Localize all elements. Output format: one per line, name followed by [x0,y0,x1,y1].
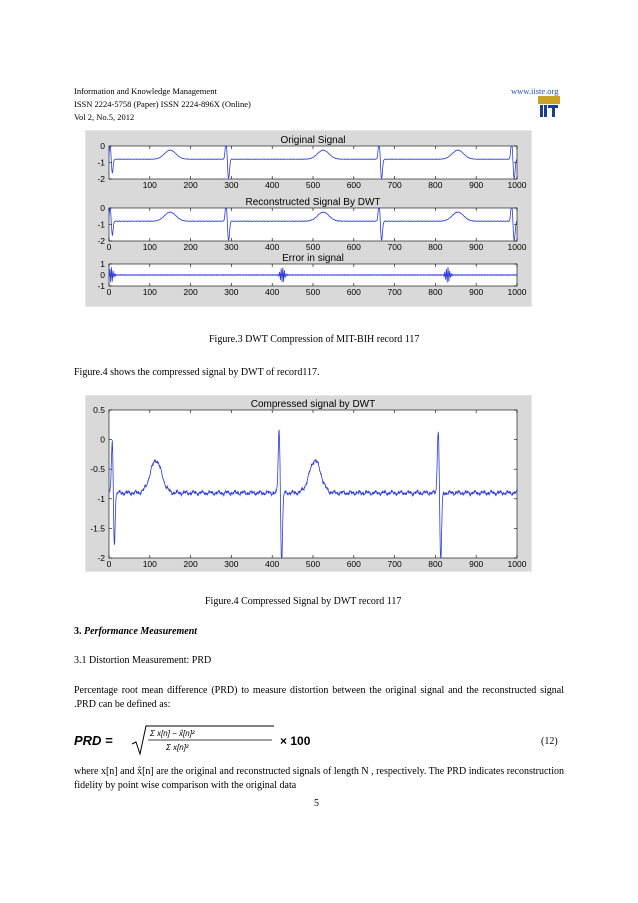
figure3-panel [85,130,532,307]
x-tick-label: 400 [265,180,280,190]
x-tick-label: 200 [183,180,198,190]
x-tick-label: 300 [224,180,239,190]
x-tick-label: 500 [305,287,321,297]
x-tick-label: 500 [305,559,321,569]
x-tick-label: 800 [428,180,443,190]
x-tick-label: 700 [387,180,402,190]
x-tick-label: 500 [305,242,321,252]
chart-title: Error in signal [282,253,344,264]
equation-multiplier: × 100 [280,734,311,748]
x-tick-label: 100 [142,287,157,297]
y-tick-label: -2 [97,236,105,246]
x-tick-label: 1000 [507,242,527,252]
plot-area [109,410,517,558]
y-tick-label: 0.5 [93,405,105,415]
x-tick-label: 200 [183,242,198,252]
section-title: Performance Measurement [84,626,198,637]
x-tick-label: 700 [387,287,402,297]
issn-line: ISSN 2224-5758 (Paper) ISSN 2224-896X (Online) [74,99,251,109]
x-tick-label: 600 [346,242,361,252]
x-tick-label: 300 [224,559,239,569]
x-tick-label: 500 [305,180,321,190]
equation-numerator: Σ x[n] − x̂[n]² [150,729,195,738]
journal-name: Information and Knowledge Management [74,86,217,96]
y-tick-label: 1 [100,259,105,269]
x-tick-label: 600 [346,180,361,190]
chart-title: Reconstructed Signal By DWT [245,197,381,208]
y-tick-label: -0.5 [90,464,105,475]
y-tick-label: -1.5 [90,523,105,534]
x-tick-label: 1000 [507,287,527,297]
x-tick-label: 0 [106,242,112,252]
figure3-chart [86,131,531,306]
y-tick-label: -1 [97,219,105,230]
equation-lhs: PRD = [74,733,113,748]
subsection-heading: 3.1 Distortion Measurement: PRD [74,655,212,666]
x-tick-label: 100 [142,180,157,190]
x-tick-label: 900 [469,559,484,569]
y-tick-label: 0 [100,434,105,445]
x-tick-label: 700 [387,559,402,569]
chart-title: Original Signal [280,135,346,146]
x-tick-label: 600 [346,287,361,297]
x-tick-label: 900 [469,242,484,252]
equation-number: (12) [541,736,558,747]
page-number: 5 [314,798,319,809]
x-tick-label: 400 [265,242,280,252]
paragraph-prd: Percentage root mean difference (PRD) to measure distortion between the original signal and the reconstructed signal .PRD can be defined as: [74,685,564,710]
prd-equation [74,722,354,758]
y-tick-label: -1 [97,493,105,504]
volume-line: Vol 2, No.5, 2012 [74,112,135,122]
intro-text: Figure.4 shows the compressed signal by DWT of record117. [74,367,320,378]
section-heading [74,626,197,637]
x-tick-label: 0 [106,559,112,569]
x-tick-label: 800 [428,287,443,297]
y-tick-label: -2 [97,553,105,563]
x-tick-label: 900 [469,180,484,190]
x-tick-label: 100 [142,559,157,569]
x-tick-label: 300 [224,242,239,252]
figure4-panel [85,395,532,572]
y-tick-label: 0 [100,203,105,213]
x-tick-label: 1000 [507,559,527,569]
y-tick-label: 0 [100,270,105,280]
figure4-chart [86,396,531,571]
y-tick-label: -1 [97,157,105,168]
x-tick-label: 100 [142,242,157,252]
paragraph-definition: where x[n] and x̂[n] are the original and reconstructed signals of length N , respectively. The PRD indicates reconstruction fidelity by point wise comparison with the original data [74,766,564,791]
website-link[interactable]: www.iiste.org [511,86,559,96]
x-tick-label: 400 [265,559,280,569]
section-number: 3. [74,626,82,637]
x-tick-label: 200 [183,559,198,569]
figure3-caption: Figure.3 DWT Compression of MIT-BIH record 117 [209,334,420,345]
iiste-logo [538,96,560,118]
y-tick-label: 0 [100,141,105,151]
x-tick-label: 900 [469,287,484,297]
x-tick-label: 0 [106,287,112,297]
y-tick-label: -2 [97,174,105,184]
equation-denominator: Σ x[n]² [166,743,189,752]
x-tick-label: 200 [183,287,198,297]
x-tick-label: 800 [428,242,443,252]
figure4-caption: Figure.4 Compressed Signal by DWT record 117 [205,596,402,607]
x-tick-label: 1000 [507,180,527,190]
x-tick-label: 400 [265,287,280,297]
x-tick-label: 800 [428,559,443,569]
chart-title: Compressed signal by DWT [250,399,376,410]
x-tick-label: 600 [346,559,361,569]
y-tick-label: -1 [97,281,105,291]
x-tick-label: 300 [224,287,239,297]
x-tick-label: 700 [387,242,402,252]
